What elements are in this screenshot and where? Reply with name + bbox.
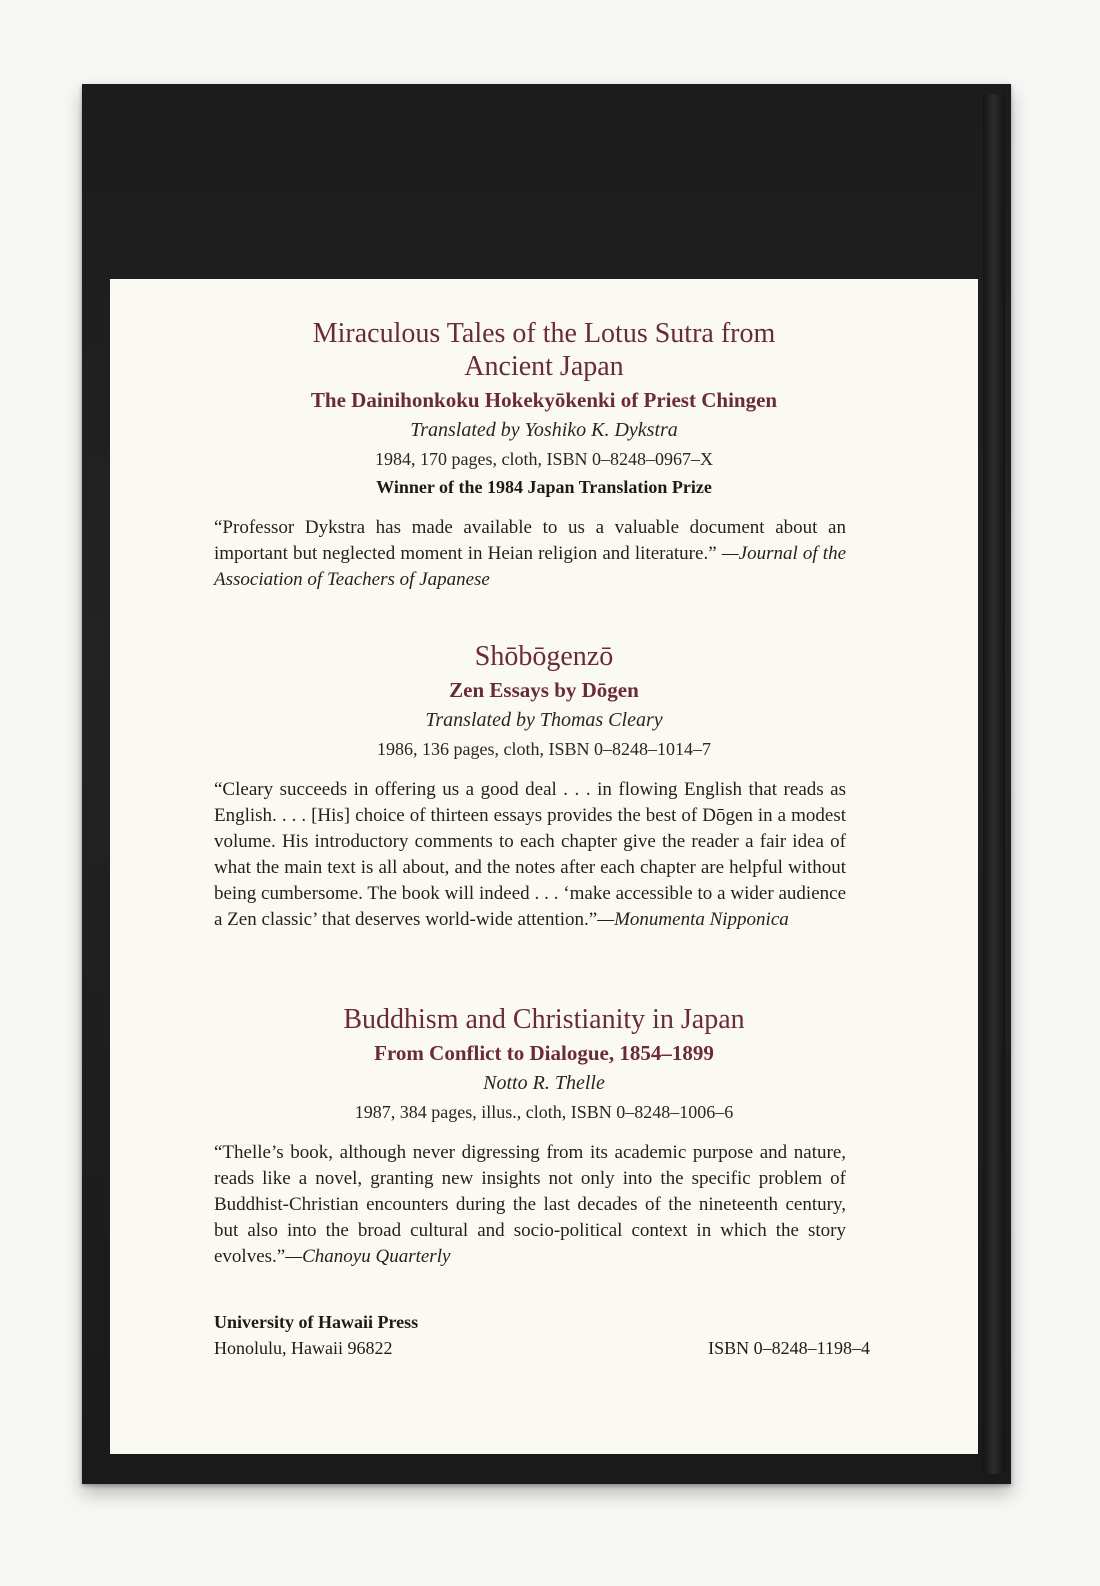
review-source: —Journal of the Association of Teachers of Japanese <box>214 543 847 590</box>
book-details: 1984, 170 pages, cloth, ISBN 0–8248–0967–X <box>375 449 713 469</box>
book-title: Miraculous Tales of the Lotus Sutra from Ancient Japan <box>312 318 776 382</box>
book-title: Shōbōgenzō <box>474 641 614 672</box>
book-title: Buddhism and Christianity in Japan <box>343 1004 745 1035</box>
cover-edge <box>983 94 1005 1474</box>
book-translator: Translated by Yoshiko K. Dykstra <box>410 419 678 441</box>
book-subtitle: Zen Essays by Dōgen <box>449 678 639 702</box>
book-entry-2 <box>110 640 978 933</box>
book-isbn: ISBN 0–8248–1198–4 <box>708 1338 870 1358</box>
review-text: “Cleary succeeds in offering us a good deal . . . in flowing English that reads as English. . . . [His] choice of thirteen essays provides the best of Dōgen in a modest volume. His introductory comments to each chapter give the reader a fair idea of what the main text is all about, and the notes after each chapter are helpful without being cumbersome. The book will indeed . . . ‘make accessible to a wider audience a Zen classic’ that deserves world-wide attention.” <box>214 779 846 930</box>
book-entry-1 <box>110 317 978 593</box>
book-translator: Translated by Thomas Cleary <box>425 709 663 731</box>
back-cover-label <box>110 279 978 1454</box>
review-source: —Monumenta Nipponica <box>597 909 789 930</box>
publisher-address: Honolulu, Hawaii 96822 <box>214 1338 393 1358</box>
book-subtitle: From Conflict to Dialogue, 1854–1899 <box>374 1041 714 1065</box>
book-details: 1987, 384 pages, illus., cloth, ISBN 0–8248–1006–6 <box>354 1102 734 1122</box>
book-subtitle: The Dainihonkoku Hokekyōkenki of Priest Chingen <box>310 388 778 412</box>
publisher-info <box>214 1309 418 1361</box>
review-text: “Thelle’s book, although never digressing from its academic purpose and nature, reads like a novel, granting new insights not only into the specific problem of Buddhist-Christian encounters during the last decades of the nineteenth century, but also into the broad cultural and socio-political context in which the story evolves.” <box>214 1142 846 1267</box>
book-review <box>214 1140 846 1270</box>
review-source: —Chanoyu Quarterly <box>285 1246 451 1267</box>
book-details: 1986, 136 pages, cloth, ISBN 0–8248–1014–7 <box>377 739 711 759</box>
book-prize: Winner of the 1984 Japan Translation Prize <box>376 477 712 497</box>
publisher-name: University of Hawaii Press <box>214 1312 419 1332</box>
book-entry-3 <box>110 1003 978 1270</box>
book-review <box>214 777 846 933</box>
book-translator: Notto R. Thelle <box>483 1072 605 1094</box>
review-text: “Professor Dykstra has made available to us a valuable document about an important but neglected moment in Heian religion and literature.” <box>214 517 846 564</box>
book-review <box>214 515 846 593</box>
